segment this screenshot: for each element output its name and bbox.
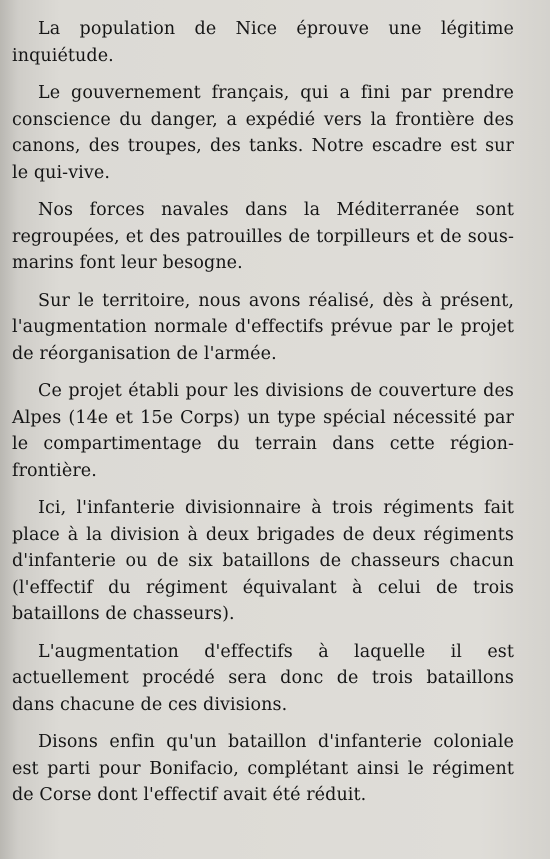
paragraph-nice: La population de Nice éprouve une légitime inquiétude. xyxy=(12,19,514,66)
paragraph-bonifacio: Disons enfin qu'un bataillon d'infanterie coloniale est parti pour Bonifacio, complétant ainsi le régiment de Corse dont l'effectif avait été réduit. xyxy=(12,732,514,805)
paragraph-infanterie: Ici, l'infanterie divisionnaire à trois régiments fait place à la division à deux brigades de deux régiments d'infanterie ou de six bataillons de chasseurs chacun (l'effectif du régiment équivalant à celui de trois bataillons de chasseurs). xyxy=(12,498,514,624)
paragraph-forces-navales: Nos forces navales dans la Méditerranée sont regroupées, et des patrouilles de torpilleurs et de sous-marins font leur besogne. xyxy=(12,200,514,273)
paragraph-augmentation: L'augmentation d'effectifs à laquelle il est actuellement procédé sera donc de trois bataillons dans chacune de ces divisions. xyxy=(12,641,514,715)
paragraph-territoire: Sur le territoire, nous avons réalisé, dès à présent, l'augmentation normale d'effectifs prévue par le projet de réorganisation de l'armée. xyxy=(12,290,514,364)
paragraph-gouvernement: Le gouvernement français, qui a fini par prendre conscience du danger, a expédié vers la frontière des canons, des troupes, des tanks. Notre escadre est sur le qui-vive. xyxy=(12,83,514,183)
paragraph-projet-alpes: Ce projet établi pour les divisions de couverture des Alpes (14e et 15e Corps) un type spécial nécessité par le compartimentage du terrain dans cette région-frontière. xyxy=(12,381,514,481)
